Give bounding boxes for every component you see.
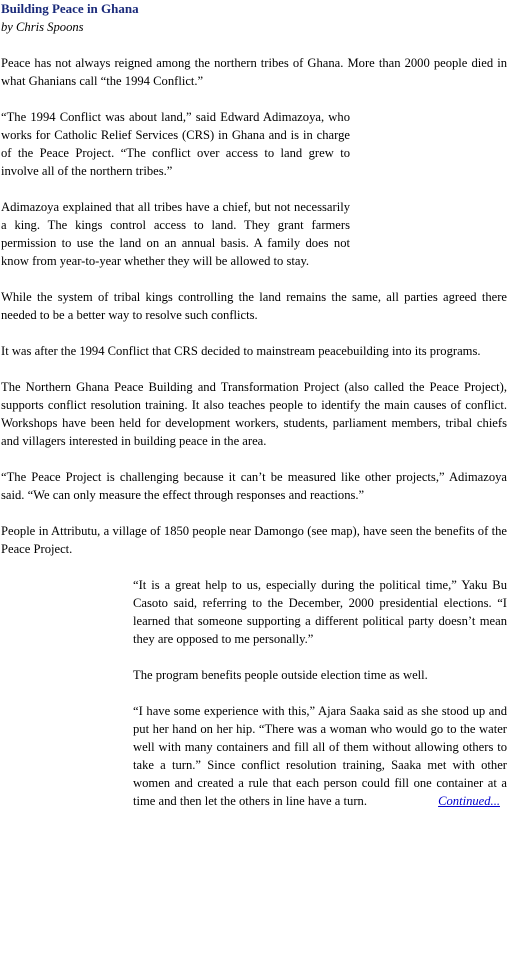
quote-section xyxy=(133,576,507,810)
paragraph-9: “It is a great help to us, especially during the political time,” Yaku Bu Casoto said, referring to the December, 2000 presidential elections. “I learned that someone supporting a different political party doesn’t mean they are opposed to me personally.” xyxy=(133,578,507,646)
paragraph-2: “The 1994 Conflict was about land,” said Edward Adimazoya, who works for Catholic Relief Services (CRS) in Ghana and is in charge of the Peace Project. “The conflict over access to land grew to involve all of the northern tribes.” xyxy=(1,110,350,178)
paragraph-7: “The Peace Project is challenging because it can’t be measured like other projects,” Adimazoya said. “We can only measure the effect through responses and reactions.” xyxy=(1,470,507,502)
article-title: Building Peace in Ghana xyxy=(1,1,139,16)
paragraph-11-text: “I have some experience with this,” Ajara Saaka said as she stood up and put her hand on her hip. “There was a woman who would go to the water well with many containers and fill all of them without allowing others to take a turn.” Since conflict resolution training, Saaka met with other women and created a rule that each person could fill one container at a time and then let the others in line have a turn. xyxy=(133,704,507,808)
paragraph-5: It was after the 1994 Conflict that CRS decided to mainstream peacebuilding into its programs. xyxy=(1,344,481,358)
paragraph-1: Peace has not always reigned among the northern tribes of Ghana. More than 2000 people died in what Ghanians call “the 1994 Conflict.” xyxy=(1,56,507,88)
article-byline: by Chris Spoons xyxy=(1,20,84,34)
paragraph-10: The program benefits people outside election time as well. xyxy=(133,668,428,682)
paragraph-11 xyxy=(133,702,507,810)
paragraph-3: Adimazoya explained that all tribes have a chief, but not necessarily a king. The kings control access to land. They grant farmers permission to use the land on an annual basis. A family does not know from year-to-year whether they will be allowed to stay. xyxy=(1,200,350,268)
article xyxy=(1,0,507,828)
paragraph-6: The Northern Ghana Peace Building and Transformation Project (also called the Peace Project), supports conflict resolution training. It also teaches people to identify the main causes of conflict. Workshops have been held for development workers, students, parliament members, tribal chiefs and villagers interested in building peace in the area. xyxy=(1,380,507,448)
continued-link[interactable]: Continued... xyxy=(438,794,500,808)
paragraph-4: While the system of tribal kings controlling the land remains the same, all parties agreed there needed to be a better way to resolve such conflicts. xyxy=(1,290,507,322)
paragraph-8: People in Attributu, a village of 1850 people near Damongo (see map), have seen the benefits of the Peace Project. xyxy=(1,524,507,556)
